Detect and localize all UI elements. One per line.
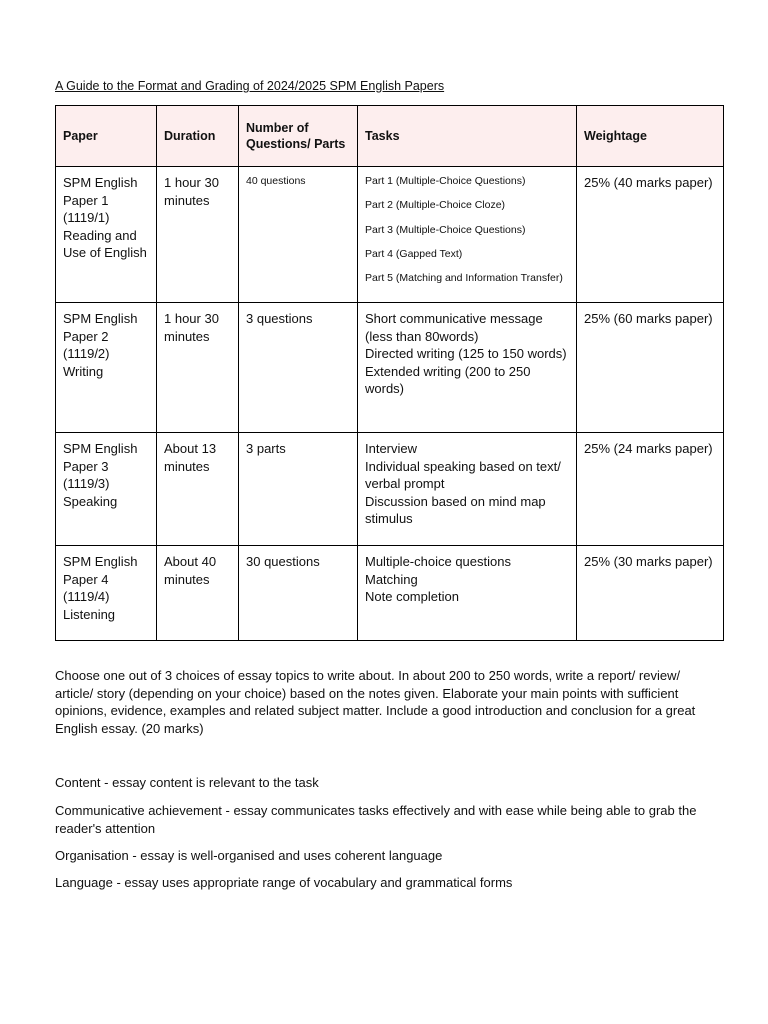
questions-text: 40 questions bbox=[246, 175, 306, 187]
cell-tasks bbox=[358, 303, 577, 433]
task-item: Part 4 (Gapped Text) bbox=[365, 247, 463, 260]
cell-weightage: 25% (30 marks paper) bbox=[577, 546, 724, 641]
task-item: Individual speaking based on text/ verbal prompt bbox=[365, 458, 561, 492]
cell-paper: SPM English Paper 2 (1119/2) Writing bbox=[56, 303, 157, 433]
cell-tasks bbox=[358, 167, 577, 303]
criteria-item: Communicative achievement - essay communicates tasks effectively and with ease while being able to grab the reader's attention bbox=[55, 803, 697, 836]
task-item: Discussion based on mind map stimulus bbox=[365, 493, 546, 527]
cell-questions bbox=[239, 167, 358, 303]
cell-questions: 3 parts bbox=[239, 433, 358, 546]
cell-weightage: 25% (40 marks paper) bbox=[577, 167, 724, 303]
cell-weightage: 25% (60 marks paper) bbox=[577, 303, 724, 433]
criteria-item: Organisation - essay is well-organised and uses coherent language bbox=[55, 848, 443, 863]
task-item: Part 2 (Multiple-Choice Cloze) bbox=[365, 199, 506, 212]
task-item: Part 3 (Multiple-Choice Questions) bbox=[365, 223, 526, 236]
cell-questions: 30 questions bbox=[239, 546, 358, 641]
cell-paper: SPM English Paper 4 (1119/4) Listening bbox=[56, 546, 157, 641]
cell-paper: SPM English Paper 3 (1119/3) Speaking bbox=[56, 433, 157, 546]
task-item: Note completion bbox=[365, 589, 459, 605]
header-questions: Number of Questions/ Parts bbox=[239, 106, 358, 167]
task-item: Directed writing (125 to 150 words) bbox=[365, 346, 567, 362]
table-row bbox=[56, 167, 724, 303]
criteria-content bbox=[55, 774, 715, 792]
cell-tasks bbox=[358, 546, 577, 641]
task-item: Part 1 (Multiple-Choice Questions) bbox=[365, 175, 526, 187]
cell-duration: About 40 minutes bbox=[157, 546, 239, 641]
cell-weightage: 25% (24 marks paper) bbox=[577, 433, 724, 546]
criteria-item: Content - essay content is relevant to the task bbox=[55, 775, 319, 790]
task-item: Short communicative message (less than 80words) bbox=[365, 311, 543, 344]
format-grading-table bbox=[55, 105, 724, 641]
task-item: Part 5 (Matching and Information Transfer) bbox=[365, 272, 563, 285]
cell-duration: 1 hour 30 minutes bbox=[157, 303, 239, 433]
header-duration: Duration bbox=[157, 106, 239, 167]
criteria-item: Language - essay uses appropriate range of vocabulary and grammatical forms bbox=[55, 875, 513, 890]
criteria-communicative bbox=[55, 802, 715, 837]
cell-questions: 3 questions bbox=[239, 303, 358, 433]
task-item: Multiple-choice questions bbox=[365, 554, 511, 569]
task-item: Matching bbox=[365, 571, 418, 587]
table-header-row bbox=[56, 106, 724, 167]
task-item: Interview bbox=[365, 441, 418, 456]
table-row bbox=[56, 303, 724, 433]
criteria-organisation bbox=[55, 847, 715, 865]
header-weightage: Weightage bbox=[577, 106, 724, 167]
task-item: Extended writing (200 to 250 words) bbox=[365, 363, 531, 397]
essay-instructions: Choose one out of 3 choices of essay topics to write about. In about 200 to 250 words, write a report/ review/ article/ story (depending on your choice) based on the notes given. Elaborate your main points with sufficient opinions, evidence, examples and related subject matter. Include a good introduction and conclusion for a great English essay. (20 marks) bbox=[55, 668, 696, 736]
cell-duration: 1 hour 30 minutes bbox=[157, 167, 239, 303]
criteria-language bbox=[55, 874, 715, 892]
cell-tasks bbox=[358, 433, 577, 546]
table-row bbox=[56, 546, 724, 641]
cell-duration: About 13 minutes bbox=[157, 433, 239, 546]
document-title: A Guide to the Format and Grading of 2024/2025 SPM English Papers bbox=[55, 79, 445, 93]
header-paper: Paper bbox=[56, 106, 157, 167]
header-tasks: Tasks bbox=[358, 106, 577, 167]
cell-paper: SPM English Paper 1 (1119/1) Reading and Use of English bbox=[56, 167, 157, 303]
table-row bbox=[56, 433, 724, 546]
